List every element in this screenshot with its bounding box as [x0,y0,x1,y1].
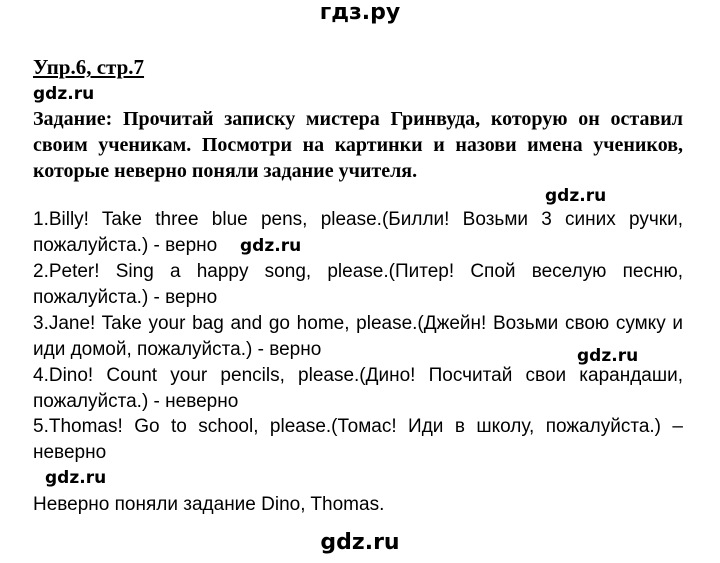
site-header-title: гдз.ру [319,0,401,25]
watermark: gdz.ru [545,186,607,206]
site-footer-logo: gdz.ru [320,530,400,555]
watermark: gdz.ru [577,346,639,366]
answer-item-2: 2.Peter! Sing a happy song, please.(Питер! Спой веселую песню, пожалуйста.) - верно [33,261,683,308]
task-text: Задание: Прочитай записку мистера Гринвуда, которую он оставил своим ученикам. Посмотри на картинки и назови имена учеников, которые неверно поняли задание учителя. [33,108,683,182]
watermark: gdz.ru [45,468,107,488]
watermark: gdz.ru [240,236,302,256]
answer-item-1: 1.Billy! Take three blue pens, please.(Билли! Возьми 3 синих ручки, пожалуйста.) - верно [33,209,683,256]
exercise-title: Упр.6, стр.7 [33,55,145,79]
answer-item-3: 3.Jane! Take your bag and go home, please.(Джейн! Возьми свою сумку и иди домой, пожалуйста.) - верно [33,313,683,360]
answer-item-5: 5.Thomas! Go to school, please.(Томас! Иди в школу, пожалуйста.) – неверно [33,416,683,463]
conclusion-text: Неверно поняли задание Dino, Thomas. [33,494,385,515]
watermark: gdz.ru [33,84,95,104]
answer-item-4: 4.Dino! Count your pencils, please.(Дино! Посчитай свои карандаши, пожалуйста.) - неверно [33,365,683,412]
